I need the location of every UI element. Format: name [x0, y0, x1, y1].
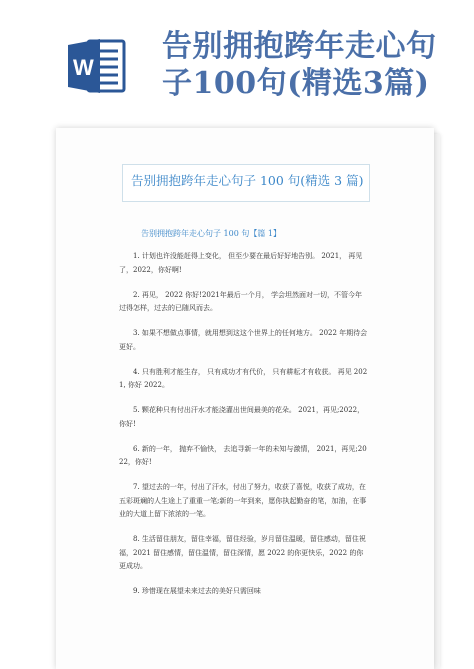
paragraph: 7. 望过去的一年，付出了汗水，付出了努力，收获了喜悦，收获了成功，在五彩斑斓的人生途上了重重一笔;新的一年到来，愿你执起勤奋的笔，加油，在事业的大道上留下浓浓的一笔。 — [119, 483, 367, 518]
paragraph: 3. 如果不想做点事情，就用想到这这个世界上的任何地方。 2022 年期待会更好。 — [119, 329, 368, 351]
paragraph: 2. 再见， 2022 你好!2021年最后一个月， 学会坦然面对一切，不管今年过得怎样，过去的已随风而去。 — [119, 290, 363, 312]
document-title-box — [122, 164, 370, 202]
paragraph: 9. 珍惜现在展望未来过去的美好只需回味 — [133, 587, 261, 595]
word-document-icon — [66, 35, 128, 97]
document-title: 告别拥抱跨年走心句子 100 句(精选 3 篇) — [131, 173, 364, 188]
document-page — [56, 128, 434, 669]
svg-text:W: W — [73, 55, 94, 80]
paragraph: 1. 计划也许没能赶得上变化， 但至少要在最后好好地告别。 2021， 再见了，2022，你好啊! — [119, 252, 363, 274]
paragraph: 6. 新的一年， 抛弃不愉快， 去追寻新一年的未知与激情， 2021，再见;2022，你好! — [119, 444, 367, 466]
header — [0, 0, 474, 112]
document-body — [119, 250, 369, 610]
paragraph: 5. 颗花种只有付出汗水才能浇灌出世间最美的花朵。 2021，再见;2022，你好! — [119, 406, 365, 428]
paragraph: 4. 只有胜利才能生存， 只有成功才有代价， 只有耕耘才有收获。 再见 2021, 你好 2022。 — [119, 367, 368, 389]
section-heading: 告别拥抱跨年走心句子 100 句【篇 1】 — [141, 229, 281, 238]
page-title: 告别拥抱跨年走心句子100句(精选3篇) — [162, 29, 437, 101]
paragraph: 8. 生活留住朋友，留住幸福，留住经验，岁月留住温暖，留住感动，留住祝福，2021 留住感情，留住温情，留住深情，愿 2022 的你更快乐，2022 的你更成功。 — [119, 535, 366, 570]
